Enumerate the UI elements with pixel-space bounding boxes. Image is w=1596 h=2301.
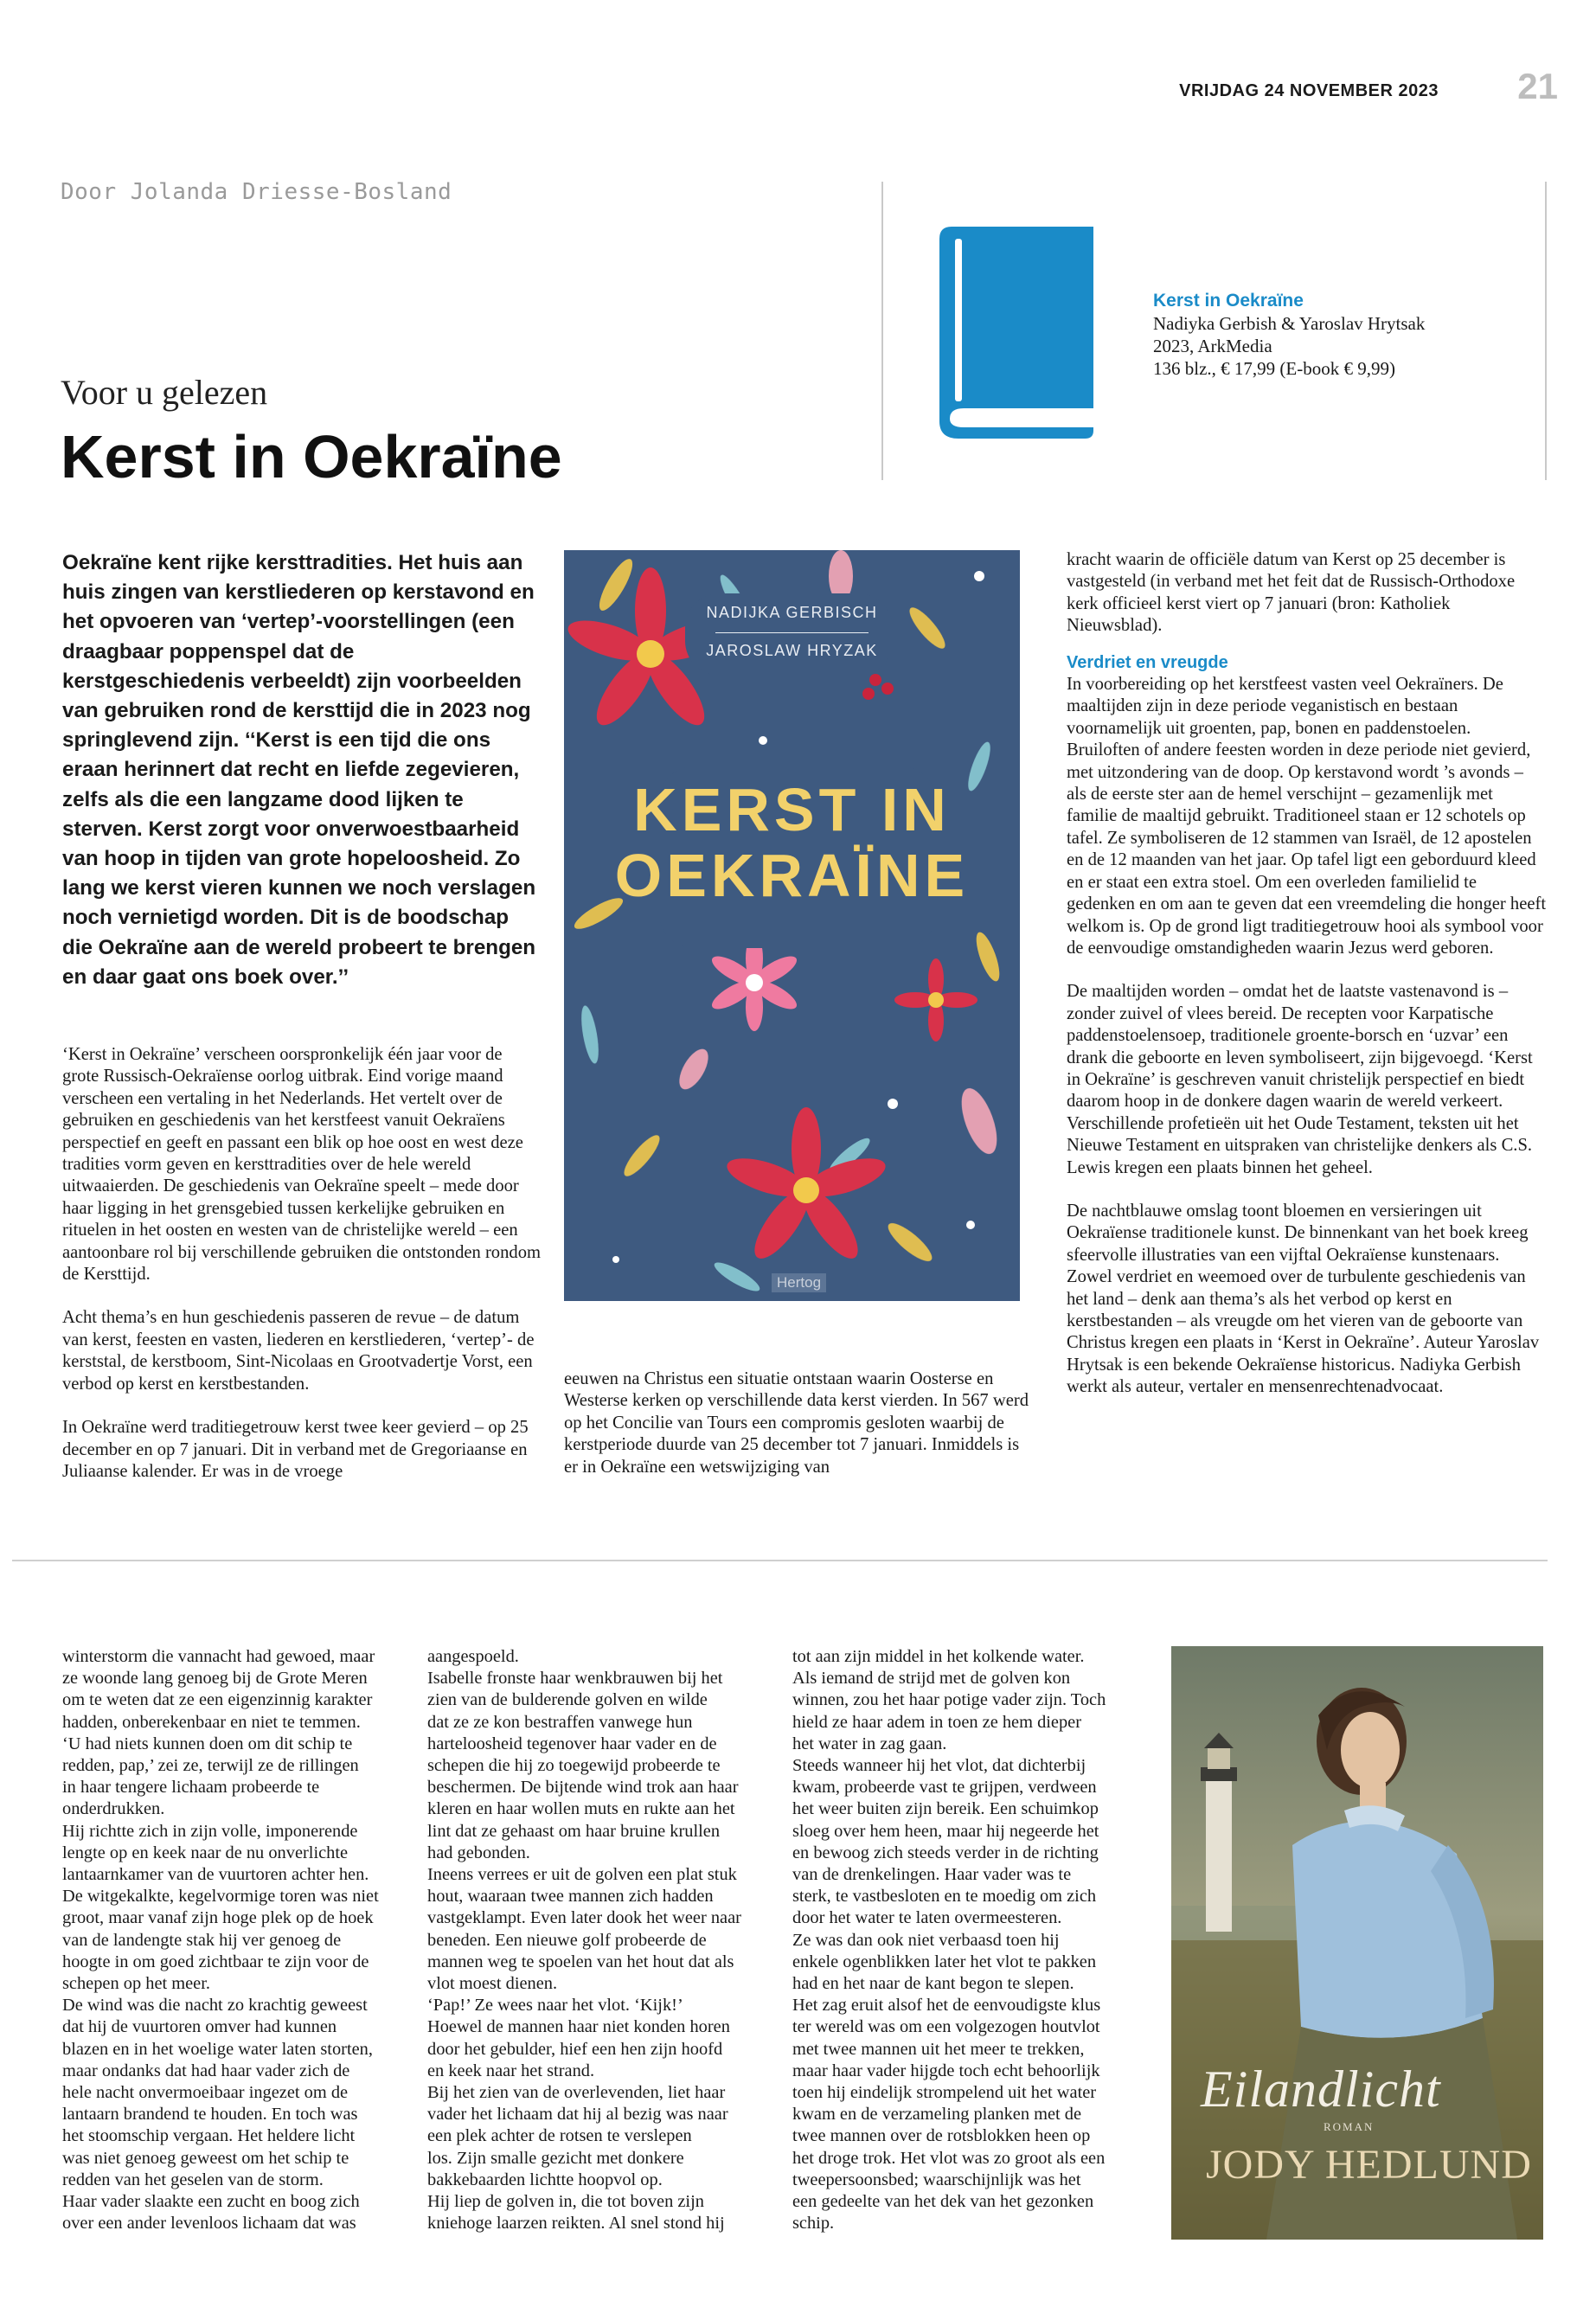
story-line: winterstorm die vannacht had gewoed, maar xyxy=(62,1647,375,1666)
story-line: om te weten dat ze een eigenzinnig karakter xyxy=(62,1690,373,1710)
story-line: maar haar vader hijgde toch echt behoorlijk xyxy=(792,2061,1100,2080)
paragraph: eeuwen na Christus een situatie ontstaan waarin Oosterse en Westerse kerken op verschillende data kerst vierden. In 567 werd op het Concilie van Tours een compromis gesloten waarbij de kerstperiode duurde van 25 december tot 7 januari. Inmiddels is er in Oekraïne een wetswijziging van xyxy=(564,1369,1029,1477)
story-line: aangespoeld. xyxy=(427,1647,519,1666)
story-line: kleren en haar wollen muts en rukte aan het xyxy=(427,1799,735,1819)
story-line: ‘U had niets kunnen doen om dit schip te xyxy=(62,1734,353,1753)
story-line: zien van de bulderende golven en wilde xyxy=(427,1690,708,1710)
story-line: kniehoge laarzen reikten. Al snel stond hij xyxy=(427,2214,725,2234)
story-line: Ineens verrees er uit de golven een plat stuk xyxy=(427,1865,737,1885)
story-line: beneden. Een nieuwe golf probeerde de xyxy=(427,1930,707,1950)
story-line: winnen, zou het haar potige vader zijn. Toch xyxy=(792,1690,1106,1710)
story-line: in haar tengere lichaam probeerde te xyxy=(62,1778,320,1798)
story-line: lint dat ze gehaast om haar bruine krullen xyxy=(427,1821,721,1841)
story-line: Isabelle fronste haar wenkbrauwen bij het xyxy=(427,1669,723,1689)
book-info-title: Kerst in Oekraïne xyxy=(1153,291,1304,311)
story-line: van de landengte stak hij ver genoeg de xyxy=(62,1930,342,1950)
story-line: maar ondanks dat had haar vader zich de xyxy=(62,2061,350,2080)
story-line: vlot moest dienen. xyxy=(427,1974,558,1994)
book-info-box xyxy=(1153,290,1516,380)
story-line: Als iemand de strijd met de golven kon xyxy=(792,1669,1071,1689)
divider-line xyxy=(881,182,883,480)
story-line: redden van het geselen van de storm. xyxy=(62,2170,324,2189)
story-line: Hij liep de golven in, die tot boven zijn xyxy=(427,2192,704,2212)
story-line: lantaarnkamer van de vuurtoren achter hen. xyxy=(62,1865,369,1885)
section-divider xyxy=(12,1560,1548,1561)
article-column-2 xyxy=(564,1368,1035,1500)
story-line: vastgeklampt. Even later dook het weer naar xyxy=(427,1908,741,1928)
story-line: het weer buiten zijn bereik. Een schuimkop xyxy=(792,1799,1099,1819)
story-line: toen hij eindelijk strompelend uit het water xyxy=(792,2083,1097,2103)
story-line: met twee mannen uit het meer te trekken, xyxy=(792,2039,1085,2059)
story-line: Bij het zien van de overlevenden, liet haar xyxy=(427,2083,726,2103)
story-line: sloeg over hem heen, maar hij negeerde het xyxy=(792,1821,1099,1841)
paragraph: De maaltijden worden – omdat het de laatste vastenavond is – zonder zuivel of vlees bereid. De recepten voor Karpatische paddenstoelensoep, traditionele groente-borsch en ‘uzvar’ een drank die geboorte en leven symboliseert, zijn bijgevoegd. ‘Kerst in Oekraïne’ is geschreven vanuit christelijk perspectief en biedt daarom hoop in de donkere dagen waarin de wereld verkeert. Verschillende profetieën uit het Oude Testament, teksten uit het Nieuwe Testament en uitspraken van christelijke denkers als C.S. Lewis kregen een plaats binnen het geheel. xyxy=(1067,982,1533,1177)
serial-column-1 xyxy=(62,1646,400,2234)
novel-cover-image xyxy=(1171,1646,1543,2240)
paragraph: De nachtblauwe omslag toont bloemen en versieringen uit Oekraïense traditionele kunst. De binnenkant van het boek kreeg sfeervolle illustraties van een vijftal Oekraïense kunstenaars. Zowel verdriet en weemoed over de turbulente geschiedenis van het land – denk aan thema’s als het verbod op kerst en kerstbestanden – als vreugde om het vieren van de geboorte van Christus kregen een plaats in ‘Kerst in Oekraïne’. Auteur Yaroslav Hrytsak is een bekende Oekraïense historicus. Nadiyka Gerbish werkt als auteur, vertaler en mensenrechtenadvocaat. xyxy=(1067,1201,1540,1397)
story-line: een gedeelte van het dek van het gezonken xyxy=(792,2192,1094,2212)
cover-publisher: Hertog xyxy=(772,1273,826,1292)
story-line: groot, maar vanaf zijn hoge plek op de hoek xyxy=(62,1908,374,1928)
story-line: het stoomschip vergaan. Het heldere licht xyxy=(62,2126,356,2146)
floral-pattern xyxy=(564,550,1020,1301)
cover-title-line-2: OEKRAÏNE xyxy=(614,842,970,909)
story-line: mannen weg te spoelen van het hout dat als xyxy=(427,1952,734,1971)
story-line: los. Zijn smalle gezicht met donkere xyxy=(427,2148,684,2168)
paragraph: In voorbereiding op het kerstfeest vasten veel Oekraïners. De maaltijden zijn in deze periode veganistisch en bestaan voornamelijk uit groenten, pap, bonen en paddenstoelen. Bruiloften of andere feesten worden in deze periode niet gevierd, met uitzondering van de doop. Op kerstavond wordt ’s avonds – als de eerste ster aan de hemel verschijnt – gezamenlijk met familie de maaltijd gebruikt. Traditioneel staan er 12 schotels op tafel. Ze symboliseren de 12 stammen van Israël, de 12 apostelen en de 12 maanden van het jaar. Op tafel ligt een geborduurd kleed en er staat een extra stoel. Om een overleden familielid te gedenken en om aan te geven dat een vreemdeling die honger heeft welkom is. Op de grond ligt traditiegetrouw hooi als symbool voor de eenvoudige omstandigheden waarin Jezus werd geboren. xyxy=(1067,675,1547,958)
paragraph: ‘Kerst in Oekraïne’ verscheen oorspronkelijk één jaar voor de grote Russisch-Oekraïense oorlog uitbrak. Eind vorige maand verscheen een vertaling in het Nederlands. Het vertelt over de gebruiken en geschiedenis van het kerstfeest vanuit Oekraïens perspectief en geeft en passant een blik op hoe oost en west deze tradities vorm geven en kersttradities over de hele wereld uitwaaierden. De geschiedenis van Oekraïne speelt – mede door haar ligging in het grensgebied tussen kerkelijke gebruiken en rituelen in het oosten en westen van de christelijke wereld – een aantoonbare rol bij verschillende gebruiken die ontstonden rondom de Kersttijd. xyxy=(62,1045,542,1285)
story-line: dat hij de vuurtoren omver had kunnen xyxy=(62,2017,337,2037)
story-line: en bewoog zich steeds verder in de richting xyxy=(792,1843,1099,1862)
divider-line xyxy=(1545,182,1547,480)
story-line: en keek naar het strand. xyxy=(427,2061,595,2080)
story-line: hield ze haar adem in toen ze hem dieper xyxy=(792,1712,1082,1732)
story-line: kwam en de verzameling planken met de xyxy=(792,2105,1082,2125)
story-line: De wind was die nacht zo krachtig geweest xyxy=(62,1996,368,2016)
story-line: Haar vader slaakte een zucht en boog zich xyxy=(62,2192,360,2212)
story-line: lantaarn brandend te houden. En toch was xyxy=(62,2105,358,2125)
cover-author-2: JAROSLAW HRYZAK xyxy=(706,642,878,659)
story-line: hadden, onberekenbaar en niet te temmen. xyxy=(62,1712,361,1732)
story-line: hele nacht onvermoeibaar ingezet om de xyxy=(62,2083,349,2103)
story-line: tweepersoonsbed; waarschijnlijk was het xyxy=(792,2170,1081,2189)
book-info-authors: Nadiyka Gerbish & Yaroslav Hrytsak xyxy=(1153,313,1426,334)
story-line: hoogte in om goed zichtbaar te zijn voor de xyxy=(62,1952,369,1971)
cover-author-1: NADIJKA GERBISCH xyxy=(706,604,878,621)
story-line: schip. xyxy=(792,2214,835,2234)
subheading: Verdriet en vreugde xyxy=(1067,652,1228,672)
story-line: redden, pap,’ zei ze, terwijl ze de rillingen xyxy=(62,1756,359,1776)
story-line: vader het lichaam dat hij al bezig was naar xyxy=(427,2105,728,2125)
story-line: harteloosheid tegenover haar vader en de xyxy=(427,1734,717,1753)
article-column-3 xyxy=(1067,549,1547,1420)
book-info-price: 136 blz., € 17,99 (E-book € 9,99) xyxy=(1153,358,1395,379)
book-cover-image xyxy=(564,550,1020,1301)
story-line: van de drenkelingen. Haar vader was te xyxy=(792,1865,1072,1885)
story-line: schepen op het meer. xyxy=(62,1974,210,1994)
article-title: Kerst in Oekraïne xyxy=(61,423,562,490)
book-info-publisher: 2023, ArkMedia xyxy=(1153,336,1272,356)
story-line: ze woonde lang genoeg bij de Grote Meren xyxy=(62,1669,368,1689)
story-line: tot aan zijn middel in het kolkende water. xyxy=(792,1647,1085,1666)
story-line: onderdrukken. xyxy=(62,1799,165,1819)
article-intro: Oekraïne kent rijke kersttradities. Het huis aan huis zingen van kerstliederen op kerstavond en het opvoeren van ‘vertep’-voorstellingen (een draagbaar poppenspel dat de kerstgeschiedenis verbeeldt) zijn voorbeelden van gebruiken rond de kersttijd die in 2023 nog springlevend zijn. ‘‘Kerst is een tijd die ons eraan herinnert dat recht en liefde zegevieren, zelfs als die een langzame dood lijken te sterven. Kerst zorgt voor onverwoestbaarheid van hoop in tijden van grote hopeloosheid. Zo lang we kerst vieren kunnen we noch verslagen noch vernietigd worden. Dit is de boodschap die Oekraïne aan de wereld probeert te brengen en daar gaat ons boek over.’’ xyxy=(62,551,536,989)
serial-column-2 xyxy=(427,1646,769,2234)
novel-subtitle: ROMAN xyxy=(1324,2120,1375,2133)
serial-column-3 xyxy=(792,1646,1138,2234)
story-line: was niet genoeg geweest om het schip te xyxy=(62,2148,349,2168)
story-line: een plek achter de rotsen te verslepen xyxy=(427,2126,692,2146)
article-column-1 xyxy=(62,1044,542,1504)
story-line: bakkebaarden lichtte hoopvol op. xyxy=(427,2170,663,2189)
story-line: kwam, probeerde vast te grijpen, verdween xyxy=(792,1778,1097,1798)
novel-author: JODY HEDLUND xyxy=(1206,2142,1532,2188)
kicker: Voor u gelezen xyxy=(61,373,268,412)
story-line: twee mannen over de rotsblokken heen op xyxy=(792,2126,1091,2146)
story-line: lengte op en keek naar de nu onverlichte xyxy=(62,1843,349,1862)
story-line: over een ander levenloos lichaam dat was xyxy=(62,2214,356,2234)
story-line: door het gebulder, hief een hen zijn hoofd xyxy=(427,2039,723,2059)
paragraph: kracht waarin de officiële datum van Kerst op 25 december is vastgesteld (in verband met het feit dat de Russisch-Orthodoxe kerk officieel kerst viert op 7 januari (bron: Katholiek Nieuwsblad). xyxy=(1067,550,1516,636)
issue-date: VRIJDAG 24 NOVEMBER 2023 xyxy=(1179,81,1439,100)
story-line: blazen en in het woelige water laten storten, xyxy=(62,2039,373,2059)
story-line: beschermen. De bijtende wind trok aan haar xyxy=(427,1778,739,1798)
story-line: enkele ogenblikken later het vlot te pakken xyxy=(792,1952,1097,1971)
story-line: De witgekalkte, kegelvormige toren was niet xyxy=(62,1887,379,1907)
story-line: ‘Pap!’ Ze wees naar het vlot. ‘Kijk!’ xyxy=(427,1996,683,2016)
story-line: Het zag eruit alsof het de eenvoudigste klus xyxy=(792,1996,1101,2016)
story-line: Hij richtte zich in zijn volle, imponerende xyxy=(62,1821,358,1841)
story-line: Steeds wanneer hij het vlot, dat dichterbij xyxy=(792,1756,1086,1776)
story-line: Hoewel de mannen haar niet konden horen xyxy=(427,2017,730,2037)
story-line: door het water te laten overmeesteren. xyxy=(792,1908,1062,1928)
story-line: hout, waaraan twee mannen zich hadden xyxy=(427,1887,714,1907)
byline: Door Jolanda Driesse-Bosland xyxy=(61,179,452,205)
cover-title-line-1: KERST IN xyxy=(633,776,951,843)
story-line: schepen die hij zo toegewijd probeerde te xyxy=(427,1756,721,1776)
paragraph: Acht thema’s en hun geschiedenis passeren de revue – de datum van kerst, feesten en vasten, liederen en kerstliederen, ‘vertep’- de kerststal, de kerstboom, Sint-Nicolaas en Grootvadertje Vorst, een verbod op kerst en kerstbestanden. xyxy=(62,1308,535,1394)
paragraph: In Oekraïne werd traditiegetrouw kerst twee keer gevierd – op 25 december en op 7 januari. Dit in verband met de Gregoriaanse en Juliaanse kalender. Er was in de vroege xyxy=(62,1418,529,1481)
cover-rule xyxy=(715,632,869,633)
novel-title: Eilandlicht xyxy=(1201,2061,1441,2118)
story-line: had en het naar de kant begon te slepen. xyxy=(792,1974,1074,1994)
story-line: dat ze ze kon bestraffen vanwege hun xyxy=(427,1712,693,1732)
book-icon xyxy=(929,227,1099,439)
story-line: het water in zag gaan. xyxy=(792,1734,947,1753)
page-number: 21 xyxy=(1517,66,1558,106)
story-line: had gebonden. xyxy=(427,1843,530,1862)
story-line: sterk, te vastbesloten en te moedig om zich xyxy=(792,1887,1097,1907)
story-line: ter wereld was om een volgezogen houtvlot xyxy=(792,2017,1100,2037)
story-line: het droge trok. Het vlot was zo groot als een xyxy=(792,2148,1106,2168)
story-line: Ze was dan ook niet verbaasd toen hij xyxy=(792,1930,1060,1950)
